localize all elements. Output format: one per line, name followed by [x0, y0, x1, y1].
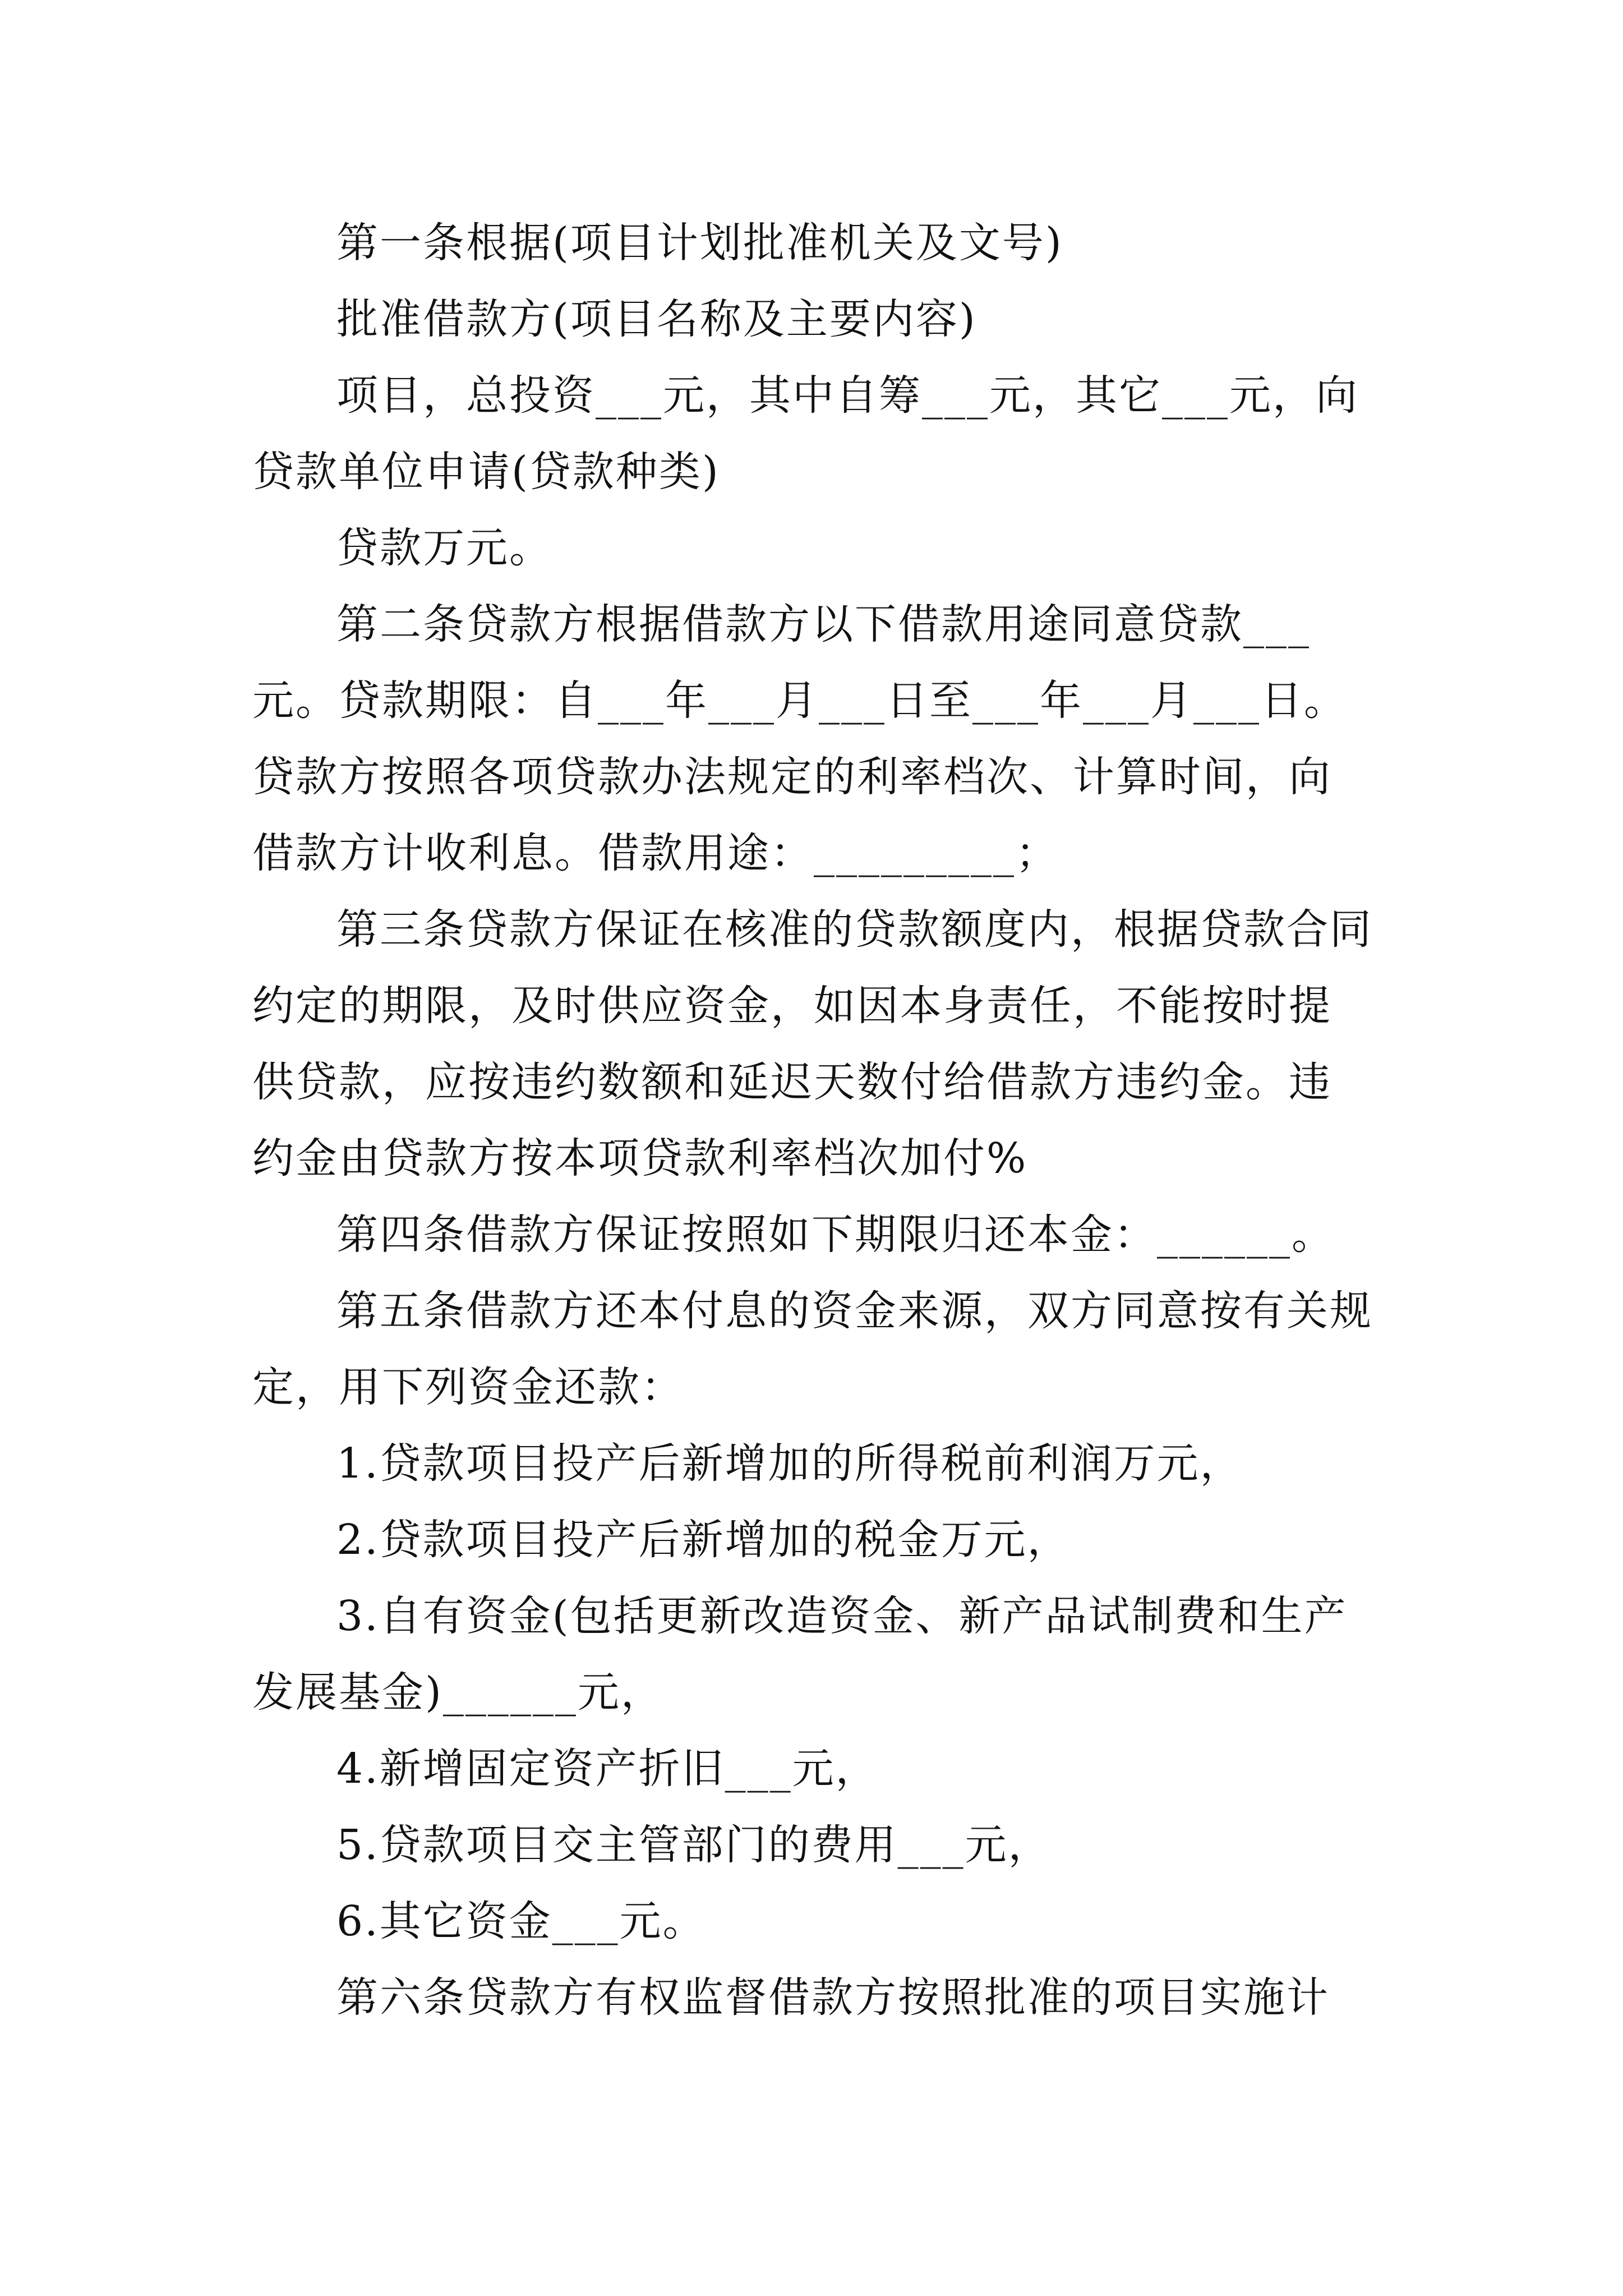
paragraph-article-4: 第四条借款方保证按照如下期限归还本金：______。: [336, 1211, 1335, 1259]
list-item-repayment-1: 1.贷款项目投产后新增加的所得税前利润万元，: [336, 1439, 1243, 1488]
paragraph-article-5: 第五条借款方还本付息的资金来源，双方同意按有关规定，用下列资金还款：: [252, 1287, 1373, 1411]
list-item-repayment-5: 5.贷款项目交主管部门的费用___元，: [336, 1821, 1052, 1869]
document-body: [252, 205, 1374, 2036]
list-item-repayment-6: 6.其它资金___元。: [336, 1897, 706, 1945]
paragraph-article-3: 第三条贷款方保证在核准的贷款额度内，根据贷款合同约定的期限，及时供应资金，如因本身责任，不能按时提供贷款，应按违约数额和延迟天数付给借款方违约金。违约金由贷款方按本项贷款利率档次加付%: [252, 905, 1373, 1182]
paragraph-article-6: 第六条贷款方有权监督借款方按照批准的项目实施计: [336, 1973, 1330, 2022]
paragraph-article-2: 第二条贷款方根据借款方以下借款用途同意贷款___元。贷款期限：自___年___月___日至___年___月___日。贷款方按照各项贷款办法规定的利率档次、计算时间，向借款方计收利息。借款用途：_________；: [252, 600, 1347, 877]
paragraph-approve-borrower: 批准借款方(项目名称及主要内容): [336, 295, 977, 343]
paragraph-loan-amount: 贷款万元。: [336, 524, 552, 572]
list-item-repayment-2: 2.贷款项目投产后新增加的税金万元，: [336, 1516, 1071, 1564]
list-item-repayment-4: 4.新增固定资产折旧___元，: [336, 1745, 879, 1793]
paragraph-project-investment: 项目，总投资___元，其中自筹___元，其它___元，向贷款单位申请(贷款种类): [252, 371, 1359, 496]
list-item-repayment-3: 3.自有资金(包括更新改造资金、新产品试制费和生产发展基金)______元，: [252, 1592, 1348, 1717]
paragraph-article-1-basis: 第一条根据(项目计划批准机关及文号): [336, 219, 1063, 267]
